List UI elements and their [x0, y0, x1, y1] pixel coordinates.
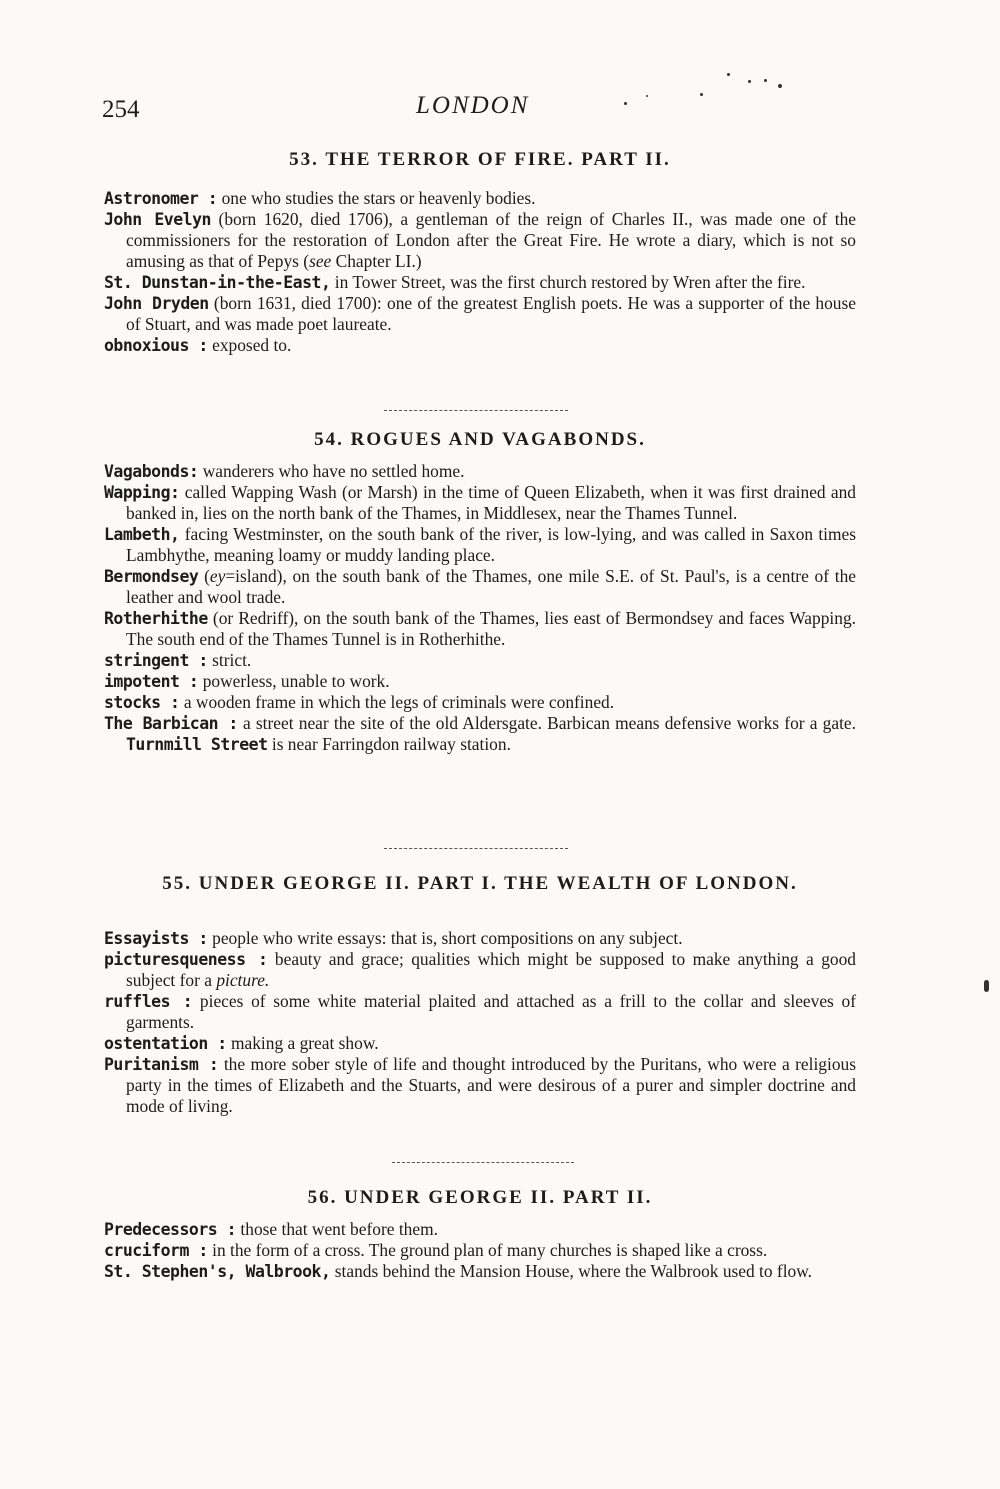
- section-53-glossary: [104, 188, 856, 356]
- entry-term: John Dryden: [104, 294, 209, 313]
- entry-term: Astronomer :: [104, 189, 218, 208]
- entry-term: cruciform :: [104, 1241, 208, 1260]
- entry-term: ruffles :: [104, 992, 193, 1011]
- entry-term: Rotherhithe: [104, 609, 208, 628]
- section-55-glossary: [104, 928, 856, 1117]
- entry-term: stringent :: [104, 651, 208, 670]
- glossary-entry: Puritanism : the more sober style of life and thought introduced by the Puritans, who were a religious party in the times of Elizabeth and the Stuarts, and were desirous of a purer and simpler doctrine and mode of living.: [104, 1054, 856, 1116]
- entry-term: Essayists :: [104, 929, 208, 948]
- section-54: [104, 428, 856, 451]
- glossary-entry: Wapping: called Wapping Wash (or Marsh) in the time of Queen Elizabeth, when it was first drained and banked in, lies on the north bank of the Thames, in Middlesex, near the Thames Tunnel.: [104, 482, 856, 523]
- section-heading: 55. UNDER GEORGE II. PART I. THE WEALTH OF LONDON.: [162, 873, 798, 894]
- glossary-entry: stringent : strict.: [104, 650, 252, 670]
- section-divider: [384, 848, 568, 850]
- entry-term: Wapping:: [104, 483, 180, 502]
- glossary-entry: Essayists : people who write essays: that is, short compositions on any subject.: [104, 928, 683, 948]
- section-53: [104, 148, 856, 171]
- entry-term: Bermondsey: [104, 567, 199, 586]
- glossary-entry: Rotherhithe (or Redriff), on the south bank of the Thames, lies east of Bermondsey and faces Wapping. The south end of the Thames Tunnel is in Rotherhithe.: [104, 608, 856, 649]
- entry-term: St. Stephen's, Walbrook,: [104, 1262, 331, 1281]
- glossary-entry: cruciform : in the form of a cross. The ground plan of many churches is shaped like a cross.: [104, 1240, 768, 1260]
- entry-term: John Evelyn: [104, 210, 211, 229]
- glossary-entry: Predecessors : those that went before them.: [104, 1219, 438, 1239]
- entry-term: The Barbican :: [104, 714, 238, 733]
- entry-term: picturesqueness :: [104, 950, 268, 969]
- entry-term: obnoxious :: [104, 336, 208, 355]
- glossary-entry: ostentation : making a great show.: [104, 1033, 379, 1053]
- glossary-entry: Vagabonds: wanderers who have no settled home.: [104, 461, 465, 481]
- section-heading: 54. ROGUES AND VAGABONDS.: [314, 429, 646, 450]
- section-heading: 53. THE TERROR OF FIRE. PART II.: [289, 149, 671, 170]
- entry-term: St. Dunstan-in-the-East,: [104, 273, 331, 292]
- glossary-entry: Bermondsey (ey=island), on the south bank of the Thames, one mile S.E. of St. Paul's, is a centre of the leather and wool trade.: [104, 566, 856, 607]
- page-number: 254: [102, 96, 140, 123]
- section-heading: 56. UNDER GEORGE II. PART II.: [307, 1187, 653, 1208]
- glossary-entry: St. Stephen's, Walbrook, stands behind the Mansion House, where the Walbrook used to flow.: [104, 1261, 813, 1281]
- glossary-entry: John Evelyn (born 1620, died 1706), a gentleman of the reign of Charles II., was made one of the commissioners for the restoration of London after the Great Fire. He wrote a diary, which is not so amusing as that of Pepys (see Chapter LI.): [104, 209, 856, 271]
- section-divider: [384, 410, 568, 412]
- section-divider: [392, 1162, 574, 1164]
- glossary-entry: stocks : a wooden frame in which the legs of criminals were confined.: [104, 692, 615, 712]
- glossary-entry: ruffles : pieces of some white material plaited and attached as a frill to the collar and sleeves of garments.: [104, 991, 857, 1032]
- glossary-entry: John Dryden (born 1631, died 1700): one of the greatest English poets. He was a supporter of the house of Stuart, and was made poet laureate.: [104, 293, 856, 334]
- entry-term: Vagabonds:: [104, 462, 199, 481]
- section-56: [104, 1186, 856, 1209]
- glossary-entry: Astronomer : one who studies the stars or heavenly bodies.: [104, 188, 536, 208]
- glossary-entry: picturesqueness : beauty and grace; qualities which might be supposed to make anything a good subject for a picture.: [104, 949, 856, 990]
- glossary-entry: The Barbican : a street near the site of the old Aldersgate. Barbican means defensive works for a gate. Turnmill Street is near Farringdon railway station.: [104, 713, 856, 754]
- glossary-entry: impotent : powerless, unable to work.: [104, 671, 390, 691]
- entry-term: ostentation :: [104, 1034, 227, 1053]
- section-55: [104, 872, 856, 895]
- running-title: LONDON: [416, 92, 530, 119]
- section-54-glossary: [104, 461, 856, 755]
- entry-term: Turnmill Street: [126, 735, 268, 754]
- section-56-glossary: [104, 1219, 856, 1282]
- glossary-entry: Lambeth, facing Westminster, on the south bank of the river, is low-lying, and was called in Saxon times Lambhythe, meaning loamy or muddy landing place.: [104, 524, 856, 565]
- entry-term: impotent :: [104, 672, 199, 691]
- glossary-entry: St. Dunstan-in-the-East, in Tower Street, was the first church restored by Wren after the fire.: [104, 272, 806, 292]
- glossary-entry: obnoxious : exposed to.: [104, 335, 292, 355]
- entry-term: stocks :: [104, 693, 180, 712]
- entry-term: Lambeth,: [104, 525, 180, 544]
- entry-term: Puritanism :: [104, 1055, 219, 1074]
- entry-term: Predecessors :: [104, 1220, 237, 1239]
